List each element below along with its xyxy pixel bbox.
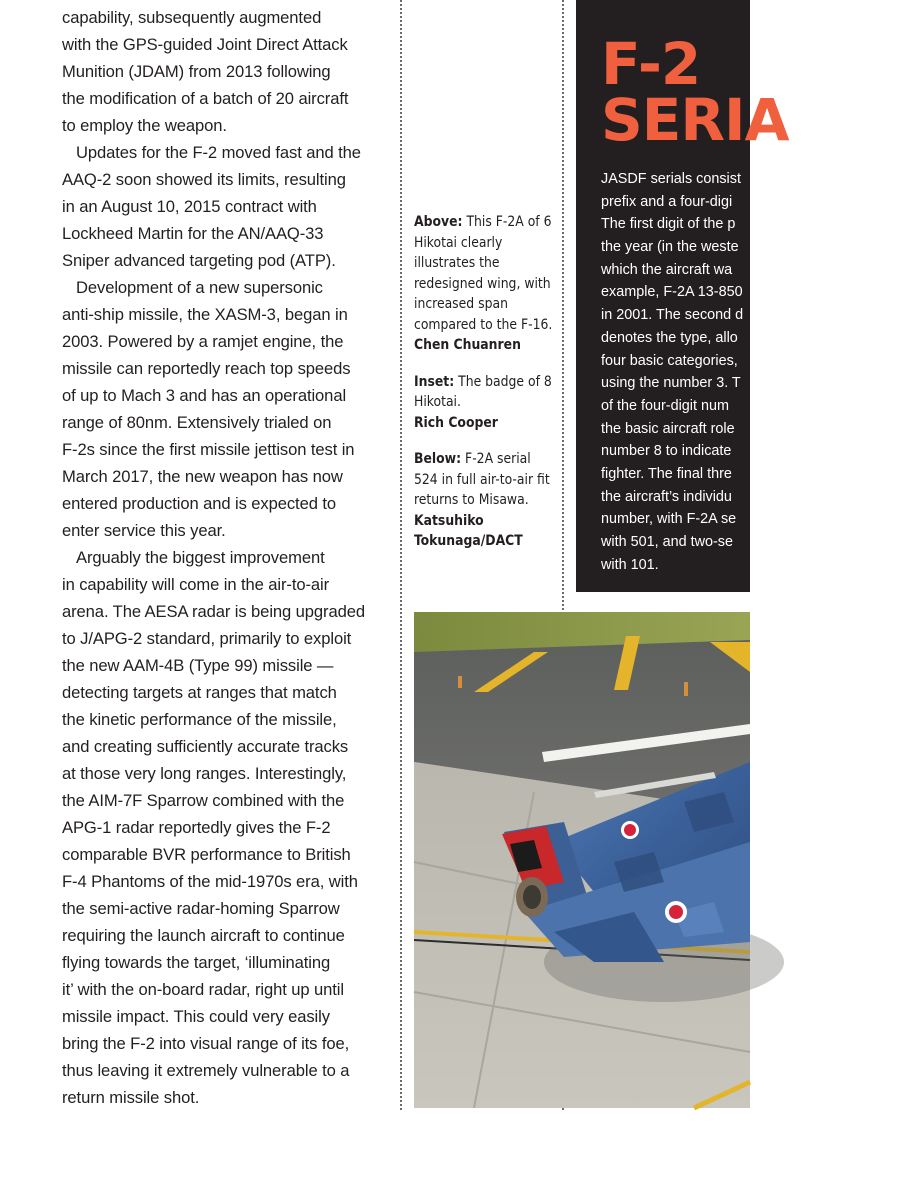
body-paragraph: [62, 139, 388, 274]
body-line: missile can reportedly reach top speeds: [62, 359, 351, 378]
body-line: Development of a new supersonic: [76, 278, 323, 297]
body-line: capability, subsequently augmented: [62, 8, 322, 27]
body-line: in an August 10, 2015 contract with: [62, 197, 317, 216]
body-line: the AIM-7F Sparrow combined with the: [62, 791, 345, 810]
sidebar-text: [601, 168, 861, 576]
sidebar-line: the basic aircraft role: [601, 420, 735, 437]
body-line: comparable BVR performance to British: [62, 845, 351, 864]
sidebar-line: prefix and a four-digi: [601, 193, 733, 210]
column-rule-left: [400, 0, 402, 1110]
sidebar-line: of the four-digit num: [601, 397, 729, 414]
body-line: detecting targets at ranges that match: [62, 683, 337, 702]
caption-label: Below:: [414, 451, 462, 467]
body-line: entered production and is expected to: [62, 494, 336, 513]
sidebar-line: which the aircraft wa: [601, 261, 733, 278]
body-line: range of 80nm. Extensively trialed on: [62, 413, 332, 432]
body-line: AAQ-2 soon showed its limits, resulting: [62, 170, 346, 189]
article-body: [62, 4, 388, 1111]
body-line: March 2017, the new weapon has now: [62, 467, 343, 486]
aircraft-photo-image: [414, 612, 750, 1108]
body-line: the semi-active radar-homing Sparrow: [62, 899, 340, 918]
body-line: arena. The AESA radar is being upgraded: [62, 602, 365, 621]
body-line: of up to Mach 3 and has an operational: [62, 386, 347, 405]
sidebar-title: [601, 30, 901, 154]
body-paragraph: [62, 4, 388, 139]
photo-credit: Rich Cooper: [414, 414, 498, 431]
sidebar-line: the aircraft’s individu: [601, 488, 732, 505]
body-line: the new AAM-4B (Type 99) missile —: [62, 656, 334, 675]
caption-text: This F-2A of 6 Hikotai clearly illustrates the redesigned wing, with increased span compared to the F-16.: [414, 214, 553, 333]
sidebar-line: JASDF serials consist: [601, 171, 741, 187]
body-line: and creating sufficiently accurate tracks: [62, 737, 349, 756]
sidebar-line: denotes the type, allo: [601, 329, 738, 346]
sidebar-line: number 8 to indicate: [601, 443, 732, 460]
sidebar-line: number, with F-2A se: [601, 511, 737, 528]
body-line: F-2s since the first missile jettison test in: [62, 440, 355, 459]
photo-credit: Chen Chuanren: [414, 337, 521, 353]
caption-inset: [414, 372, 556, 434]
body-line: bring the F-2 into visual range of its foe,: [62, 1034, 350, 1053]
body-line: requiring the launch aircraft to continue: [62, 926, 345, 945]
caption-text: The badge of 8 Hikotai.: [414, 373, 552, 410]
sidebar-title-line2: SERIA: [601, 86, 789, 154]
caption-column: [414, 212, 556, 568]
caption-text: F-2A serial 524 in full air-to-air fit returns to Misawa.: [414, 451, 550, 508]
body-line: missile impact. This could very easily: [62, 1007, 330, 1026]
caption-label: Inset:: [414, 373, 455, 390]
body-line: 2003. Powered by a ramjet engine, the: [62, 332, 344, 351]
sidebar-title-line1: F-2: [601, 30, 701, 98]
sidebar-line: example, F-2A 13-850: [601, 284, 743, 301]
body-line: return missile shot.: [62, 1088, 200, 1107]
body-line: Updates for the F-2 moved fast and the: [76, 143, 361, 162]
caption-label: Above:: [414, 214, 463, 230]
sidebar-line: with 101.: [601, 556, 659, 573]
body-line: the kinetic performance of the missile,: [62, 710, 337, 729]
body-line: with the GPS-guided Joint Direct Attack: [62, 35, 348, 54]
body-line: the modification of a batch of 20 aircraft: [62, 89, 349, 108]
body-paragraph: [62, 274, 388, 544]
caption-above: [414, 212, 556, 356]
sidebar-line: using the number 3. T: [601, 375, 741, 392]
body-line: at those very long ranges. Interestingly,: [62, 764, 347, 783]
body-line: Sniper advanced targeting pod (ATP).: [62, 251, 336, 270]
body-line: Lockheed Martin for the AN/AAQ-33: [62, 224, 324, 243]
sidebar-line: The first digit of the p: [601, 216, 736, 233]
body-line: APG-1 radar reportedly gives the F-2: [62, 818, 331, 837]
photo-credit: Katsuhiko Tokunaga/DACT: [414, 512, 523, 549]
body-line: F-4 Phantoms of the mid-1970s era, with: [62, 872, 358, 891]
sidebar-line: the year (in the weste: [601, 239, 739, 256]
body-line: enter service this year.: [62, 521, 226, 540]
sidebar-line: fighter. The final thre: [601, 465, 732, 482]
body-line: Munition (JDAM) from 2013 following: [62, 62, 331, 81]
aircraft-photo: [414, 612, 750, 1108]
sidebar-line: in 2001. The second d: [601, 307, 744, 324]
body-line: flying towards the target, ‘illuminating: [62, 953, 331, 972]
body-line: it’ with the on-board radar, right up until: [62, 980, 344, 999]
body-paragraph: [62, 544, 388, 1111]
body-line: to J/APG-2 standard, primarily to exploit: [62, 629, 352, 648]
sidebar-line: four basic categories,: [601, 352, 738, 369]
caption-below: [414, 449, 556, 552]
body-line: thus leaving it extremely vulnerable to a: [62, 1061, 350, 1080]
body-line: in capability will come in the air-to-air: [62, 575, 330, 594]
serials-sidebar: [576, 0, 789, 592]
body-line: Arguably the biggest improvement: [76, 548, 325, 567]
sidebar-line: with 501, and two-se: [601, 534, 733, 550]
body-line: anti-ship missile, the XASM-3, began in: [62, 305, 348, 324]
body-line: to employ the weapon.: [62, 116, 227, 135]
